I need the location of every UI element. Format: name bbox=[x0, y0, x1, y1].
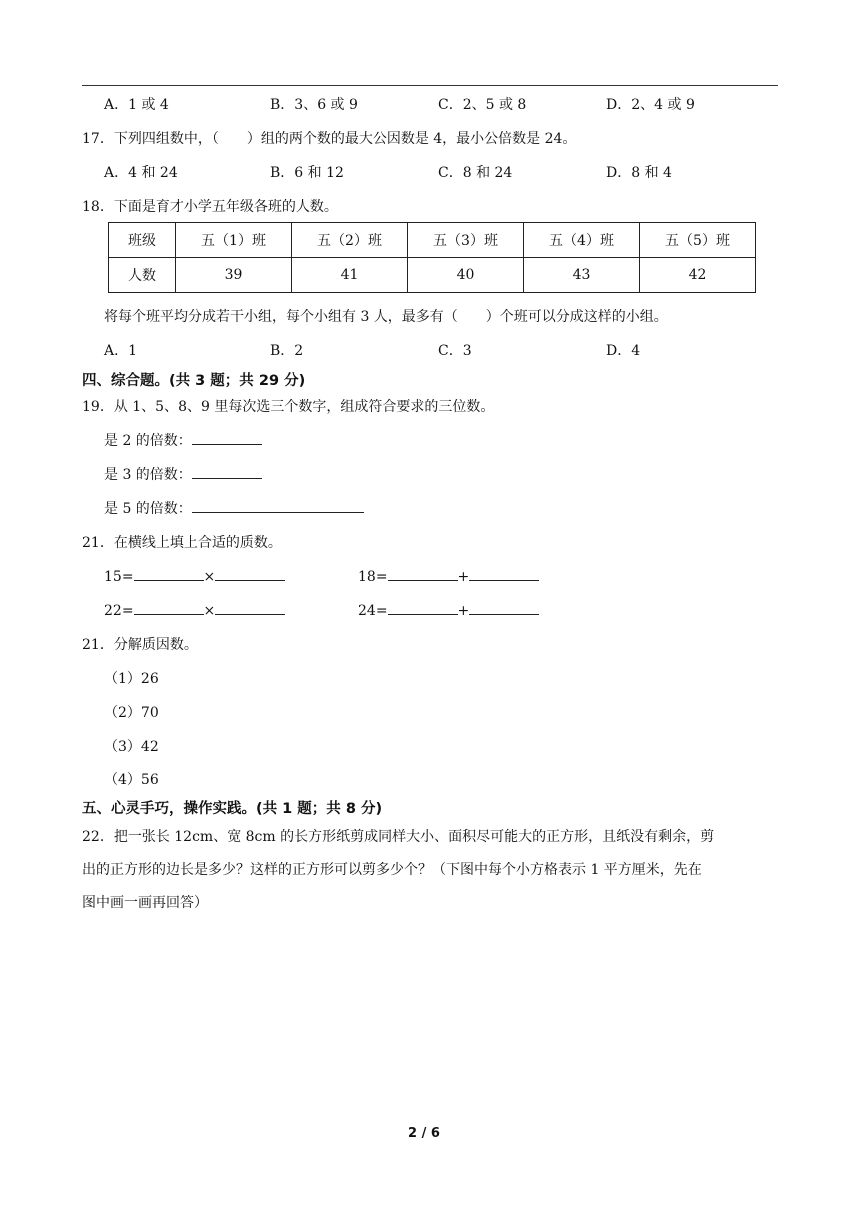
table-header-cell: 五（1）班 bbox=[176, 223, 292, 258]
answer-blank[interactable] bbox=[388, 566, 458, 581]
q17-option-a[interactable]: A．4 和 24 bbox=[104, 165, 178, 181]
table-row bbox=[109, 258, 756, 293]
q22-text-line-3: 图中画一画再回答） bbox=[82, 895, 208, 911]
q17-question: 17．下列四组数中，（ ）组的两个数的最大公因数是 4，最小公倍数是 24。 bbox=[82, 131, 577, 147]
q21b-question: 21．分解质因数。 bbox=[82, 637, 198, 653]
plus-sign: + bbox=[457, 569, 470, 585]
answer-blank[interactable] bbox=[388, 600, 458, 615]
q18-option-c[interactable]: C．3 bbox=[438, 343, 472, 359]
answer-blank[interactable] bbox=[134, 600, 204, 615]
answer-blank[interactable] bbox=[192, 498, 364, 513]
q17-option-c[interactable]: C．8 和 24 bbox=[438, 165, 513, 181]
table-cell: 43 bbox=[524, 258, 640, 293]
q19-line-label: 是 5 的倍数： bbox=[104, 501, 192, 517]
answer-blank[interactable] bbox=[215, 600, 285, 615]
answer-blank[interactable] bbox=[192, 464, 262, 479]
prime-equation-22 bbox=[104, 600, 285, 619]
factorize-item: （2）70 bbox=[104, 705, 159, 721]
table-header-cell: 五（5）班 bbox=[640, 223, 756, 258]
section5-title: 五、心灵手巧，操作实践。(共 1 题；共 8 分) bbox=[82, 801, 383, 817]
table-header-cell: 五（4）班 bbox=[524, 223, 640, 258]
plus-sign: + bbox=[457, 603, 470, 619]
q18-followup: 将每个班平均分成若干小组，每个小组有 3 人，最多有（ ）个班可以分成这样的小组。 bbox=[104, 309, 668, 325]
answer-blank[interactable] bbox=[469, 600, 539, 615]
equation-label: 15= bbox=[104, 569, 134, 585]
table-cell: 39 bbox=[176, 258, 292, 293]
q21a-question: 21．在横线上填上合适的质数。 bbox=[82, 535, 282, 551]
equation-label: 18= bbox=[358, 569, 388, 585]
q16-option-b[interactable]: B．3、6 或 9 bbox=[270, 97, 358, 113]
equation-label: 24= bbox=[358, 603, 388, 619]
q18-option-d[interactable]: D．4 bbox=[606, 343, 641, 359]
prime-equation-15 bbox=[104, 566, 285, 585]
q16-option-d[interactable]: D．2、4 或 9 bbox=[606, 97, 695, 113]
section4-title: 四、综合题。(共 3 题；共 29 分) bbox=[82, 373, 306, 389]
q19-line-2 bbox=[104, 464, 262, 484]
prime-equation-18 bbox=[358, 566, 539, 585]
header-rule bbox=[82, 85, 778, 86]
q19-line-label: 是 3 的倍数： bbox=[104, 467, 192, 483]
q19-line-label: 是 2 的倍数： bbox=[104, 433, 192, 449]
answer-blank[interactable] bbox=[134, 566, 204, 581]
q18-question: 18．下面是育才小学五年级各班的人数。 bbox=[82, 199, 338, 215]
prime-equation-24 bbox=[358, 600, 539, 619]
table-header-cell: 五（2）班 bbox=[292, 223, 408, 258]
table-row bbox=[109, 223, 756, 258]
times-sign: × bbox=[203, 603, 216, 619]
q19-question: 19．从 1、5、8、9 里每次选三个数字，组成符合要求的三位数。 bbox=[82, 399, 495, 415]
table-row-label: 人数 bbox=[109, 258, 176, 293]
answer-blank[interactable] bbox=[215, 566, 285, 581]
answer-blank[interactable] bbox=[192, 430, 262, 445]
q19-line-1 bbox=[104, 430, 262, 450]
q19-line-3 bbox=[104, 498, 364, 518]
q16-option-c[interactable]: C．2、5 或 8 bbox=[438, 97, 527, 113]
table-cell: 40 bbox=[408, 258, 524, 293]
q18-option-a[interactable]: A．1 bbox=[104, 343, 138, 359]
table-cell: 41 bbox=[292, 258, 408, 293]
q22-text-line-1: 22．把一张长 12cm、宽 8cm 的长方形纸剪成同样大小、面积尽可能大的正方形，且纸没有剩余，剪 bbox=[82, 829, 715, 845]
factorize-item: （1）26 bbox=[104, 671, 159, 687]
factorize-item: （4）56 bbox=[104, 772, 159, 788]
equation-label: 22= bbox=[104, 603, 134, 619]
q16-option-a[interactable]: A．1 或 4 bbox=[104, 97, 169, 113]
table-header-cell: 五（3）班 bbox=[408, 223, 524, 258]
q22-text-line-2: 出的正方形的边长是多少？这样的正方形可以剪多少个？（下图中每个小方格表示 1 平方厘米，先在 bbox=[82, 862, 702, 878]
answer-blank[interactable] bbox=[469, 566, 539, 581]
times-sign: × bbox=[203, 569, 216, 585]
table-cell: 42 bbox=[640, 258, 756, 293]
table-header-label: 班级 bbox=[109, 223, 176, 258]
page-number: 2 / 6 bbox=[408, 1126, 440, 1141]
q17-option-b[interactable]: B．6 和 12 bbox=[270, 165, 344, 181]
class-size-table bbox=[108, 222, 756, 293]
q18-option-b[interactable]: B．2 bbox=[270, 343, 304, 359]
factorize-item: （3）42 bbox=[104, 739, 159, 755]
q17-option-d[interactable]: D．8 和 4 bbox=[606, 165, 672, 181]
